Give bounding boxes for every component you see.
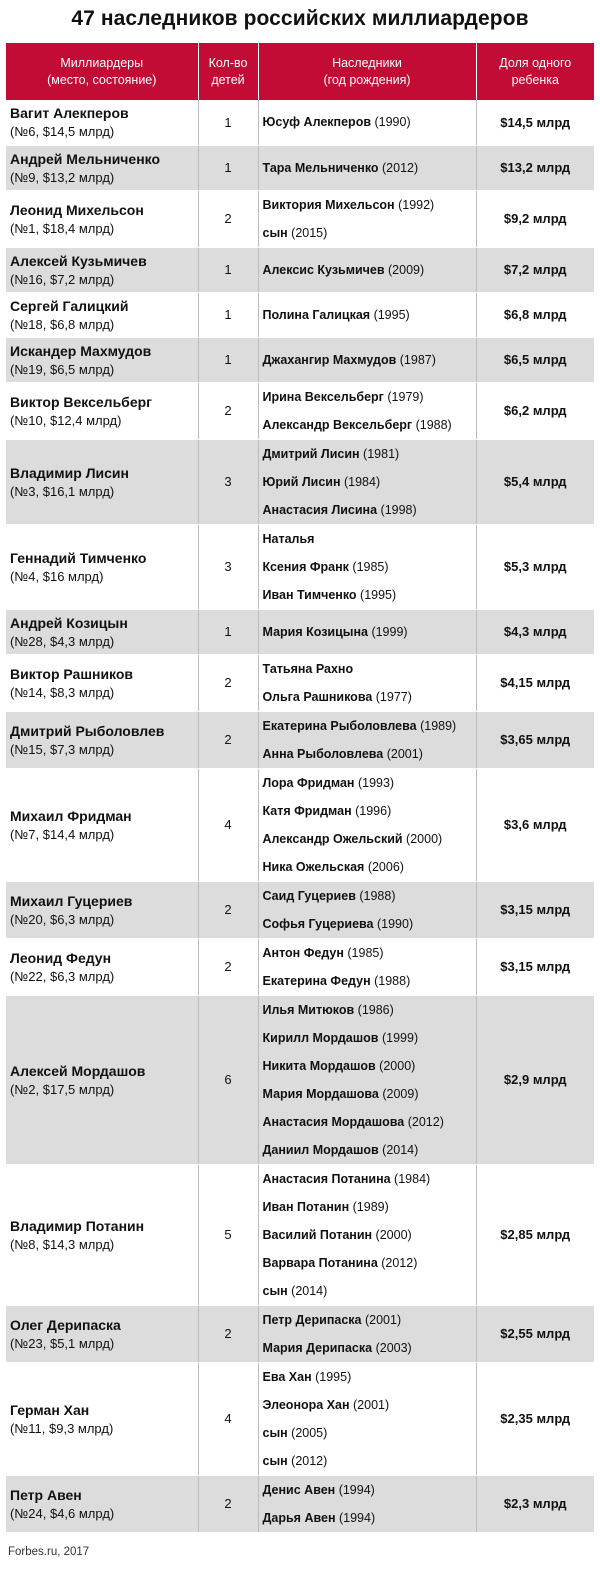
heir-entry [263,411,476,439]
billionaire-name: Виктор Рашников [10,665,134,682]
heir-birth-year: (2001) [349,1397,390,1412]
header-share-label: Доля одного ребенка [499,55,572,87]
children-count: 2 [198,1305,258,1362]
heir-birth-year: (1989) [416,718,457,733]
billionaire-rank-wealth: (№28, $4,3 млрд) [10,633,115,649]
heirs-cell [258,1475,476,1532]
billionaire-rank-wealth: (№15, $7,3 млрд) [10,741,115,757]
children-count: 3 [198,524,258,609]
billionaire-name: Виктор Вексельберг [10,393,152,410]
children-count: 2 [198,190,258,247]
billionaire-cell [6,337,198,382]
children-count: 1 [198,292,258,337]
heir-name: Ника Ожельская [262,859,365,874]
heir-birth-year: (2012) [287,1453,328,1468]
billionaire-name: Михаил Фридман [10,807,132,824]
heirs-cell [258,654,476,711]
heir-name: Дарья Авен [262,1510,336,1525]
table-row [6,1164,594,1305]
children-count: 2 [198,711,258,768]
heir-name: Наталья [262,531,315,546]
child-share: $4,3 млрд [476,609,594,654]
heirs-cell [258,1305,476,1362]
heir-entry [263,797,476,825]
heir-birth-year: (1995) [370,307,410,322]
table-header-row [6,43,594,100]
source-caption: Forbes.ru, 2017 [8,1546,90,1558]
table-row [6,247,594,292]
heir-birth-year: (1990) [371,115,411,130]
billionaire-rank-wealth: (№19, $6,5 млрд) [10,361,115,377]
heir-birth-year: (2014) [287,1283,328,1298]
children-count: 1 [198,100,258,145]
heir-birth-year: (2000) [372,1227,412,1242]
children-count: 1 [198,247,258,292]
heir-name: сын [262,225,288,240]
heir-entry [263,496,476,524]
heir-name: Даниил Мордашов [262,1142,379,1157]
heirs-cell [258,145,476,190]
billionaire-rank-wealth: (№23, $5,1 млрд) [10,1335,115,1351]
billionaire-cell [6,524,198,609]
heir-name: Василий Потанин [262,1227,373,1242]
header-heirs [258,43,476,100]
heir-name: Мария Козицына [262,624,368,639]
billionaire-rank-wealth: (№1, $18,4 млрд) [10,220,115,236]
table-row [6,1305,594,1362]
heir-birth-year: (1994) [335,1510,376,1525]
heir-birth-year: (2000) [375,1058,416,1073]
heir-entry [263,1504,476,1532]
heir-name: Иван Тимченко [262,587,357,602]
heir-entry [263,346,476,374]
billionaire-name: Михаил Гуцериев [10,892,133,909]
heir-birth-year: (1981) [359,446,400,461]
heir-entry [263,191,476,219]
billionaire-cell [6,881,198,938]
billionaire-rank-wealth: (№8, $14,3 млрд) [10,1236,115,1252]
billionaire-cell [6,439,198,524]
heir-entry [263,525,476,553]
heir-birth-year: (1995) [356,587,397,602]
billionaire-name: Вагит Алекперов [10,105,129,122]
heir-entry [263,1024,476,1052]
heir-name: Полина Галицкая [262,307,371,322]
table-row [6,654,594,711]
children-count: 1 [198,337,258,382]
child-share: $3,15 млрд [476,881,594,938]
heir-entry [263,825,476,853]
heir-entry [263,996,476,1024]
child-share: $6,8 млрд [476,292,594,337]
heir-birth-year: (1998) [377,502,417,517]
children-count: 6 [198,995,258,1164]
heirs-cell [258,524,476,609]
child-share: $13,2 млрд [476,145,594,190]
children-count: 1 [198,145,258,190]
heir-name: Саид Гуцериев [262,888,356,903]
heir-entry [263,1363,476,1391]
heir-name: Анастасия Потанина [262,1171,391,1186]
table-row [6,100,594,145]
billionaire-cell [6,190,198,247]
heir-name: Иван Потанин [262,1199,350,1214]
child-share: $3,15 млрд [476,938,594,995]
heir-birth-year: (1985) [343,945,384,960]
heir-name: Петр Дерипаска [262,1312,362,1327]
heir-entry [263,683,476,711]
child-share: $9,2 млрд [476,190,594,247]
billionaire-name: Дмитрий Рыболовлев [10,722,165,739]
heir-entry [263,383,476,411]
heir-entry [263,581,476,609]
heir-birth-year: (1990) [373,916,414,931]
billionaire-cell [6,768,198,881]
heir-entry [263,301,476,329]
heir-birth-year: (1994) [335,1482,375,1497]
billionaire-name: Владимир Лисин [10,464,129,481]
header-heirs-label: Наследники (год рождения) [323,55,411,87]
heir-entry [263,1277,476,1305]
billionaire-cell [6,292,198,337]
table-row [6,337,594,382]
heir-birth-year: (1995) [311,1369,352,1384]
heir-name: Антон Федун [262,945,344,960]
heir-birth-year: (1977) [372,689,412,704]
table-row [6,711,594,768]
child-share: $3,6 млрд [476,768,594,881]
children-count: 2 [198,938,258,995]
heir-birth-year: (1999) [367,624,408,639]
heir-entry [263,1476,476,1504]
billionaire-name: Герман Хан [10,1401,90,1418]
header-children-label: Кол-во детей [208,55,248,87]
heir-entry [263,712,476,740]
billionaire-rank-wealth: (№16, $7,2 млрд) [10,271,115,287]
heirs-cell [258,100,476,145]
heir-entry [263,1334,476,1362]
billionaire-cell [6,100,198,145]
page-title: 47 наследников российских миллиардеров [71,7,529,30]
heir-birth-year: (2003) [372,1340,412,1355]
heir-birth-year: (1988) [412,417,452,432]
heir-entry [263,740,476,768]
heir-entry [263,1249,476,1277]
billionaire-cell [6,247,198,292]
heir-name: Юсуф Алекперов [262,115,372,130]
billionaire-rank-wealth: (№20, $6,3 млрд) [10,911,115,927]
header-billionaires-label: Миллиардеры (место, состояние) [47,55,157,87]
heir-birth-year: (2015) [287,225,328,240]
children-count: 2 [198,382,258,439]
billionaire-rank-wealth: (№14, $8,3 млрд) [10,684,115,700]
header-share [476,43,594,100]
heir-name: Дмитрий Лисин [262,446,360,461]
heir-birth-year: (1999) [378,1030,419,1045]
table-row [6,292,594,337]
heir-name: Кирилл Мордашов [262,1030,379,1045]
child-share: $5,3 млрд [476,524,594,609]
heir-name: Ева Хан [262,1369,312,1384]
child-share: $2,85 млрд [476,1164,594,1305]
table-row [6,768,594,881]
table-row [6,995,594,1164]
heir-birth-year: (1986) [354,1002,394,1017]
heir-birth-year: (1984) [340,474,381,489]
billionaire-name: Алексей Кузьмичев [10,252,147,269]
billionaire-name: Владимир Потанин [10,1217,145,1234]
child-share: $7,2 млрд [476,247,594,292]
heir-name: Тара Мельниченко [262,160,379,175]
heir-entry [263,108,476,136]
billionaire-cell [6,938,198,995]
heir-birth-year: (2005) [287,1425,328,1440]
billionaire-name: Олег Дерипаска [10,1316,121,1333]
heir-name: Никита Мордашов [262,1058,376,1073]
child-share: $6,2 млрд [476,382,594,439]
header-children [198,43,258,100]
heirs-cell [258,439,476,524]
billionaire-rank-wealth: (№3, $16,1 млрд) [10,483,115,499]
children-count: 4 [198,1362,258,1475]
child-share: $14,5 млрд [476,100,594,145]
table-row [6,439,594,524]
heirs-cell [258,292,476,337]
billionaire-name: Леонид Михельсон [10,201,144,218]
heir-name: Александр Ожельский [262,831,403,846]
heir-entry [263,1108,476,1136]
heir-name: Катя Фридман [262,803,352,818]
heir-name: Лора Фридман [262,775,355,790]
heirs-cell [258,995,476,1164]
heir-entry [263,655,476,683]
table-row [6,938,594,995]
heir-name: сын [262,1453,288,1468]
children-count: 3 [198,439,258,524]
children-count: 5 [198,1164,258,1305]
heir-birth-year: (1992) [394,197,435,212]
heir-name: Татьяна Рахно [262,661,354,676]
children-count: 4 [198,768,258,881]
billionaire-name: Андрей Козицын [10,614,128,631]
heir-entry [263,939,476,967]
heir-entry [263,1391,476,1419]
heir-entry [263,967,476,995]
billionaire-cell [6,711,198,768]
heir-birth-year: (1989) [349,1199,389,1214]
heir-entry [263,882,476,910]
heirs-cell [258,881,476,938]
children-count: 2 [198,654,258,711]
billionaire-rank-wealth: (№24, $4,6 млрд) [10,1505,115,1521]
billionaire-name: Андрей Мельниченко [10,150,161,167]
billionaire-cell [6,654,198,711]
heirs-cell [258,1362,476,1475]
heir-name: Екатерина Федун [262,973,371,988]
heir-entry [263,1193,476,1221]
billionaire-rank-wealth: (№6, $14,5 млрд) [10,124,115,140]
billionaire-rank-wealth: (№9, $13,2 млрд) [10,169,115,185]
heir-name: Анна Рыболовлева [262,746,384,761]
heir-name: Денис Авен [262,1482,336,1497]
heir-birth-year: (2000) [402,831,443,846]
heir-entry [263,1419,476,1447]
child-share: $2,9 млрд [476,995,594,1164]
heir-entry [263,1447,476,1475]
heir-birth-year: (1984) [390,1171,431,1186]
heir-name: Мария Мордашова [262,1086,379,1101]
heir-name: Александр Вексельберг [262,417,413,432]
child-share: $2,35 млрд [476,1362,594,1475]
billionaire-rank-wealth: (№11, $9,3 млрд) [10,1420,114,1436]
children-count: 2 [198,881,258,938]
heir-birth-year: (2006) [364,859,404,874]
billionaire-cell [6,1164,198,1305]
heir-entry [263,219,476,247]
table-row [6,1475,594,1532]
billionaire-cell [6,145,198,190]
billionaire-cell [6,382,198,439]
heirs-cell [258,190,476,247]
table-row [6,1362,594,1475]
billionaire-rank-wealth: (№7, $14,4 млрд) [10,826,115,842]
heir-entry [263,910,476,938]
heir-birth-year: (1988) [370,973,411,988]
billionaire-name: Сергей Галицкий [10,297,129,314]
heirs-cell [258,711,476,768]
table-row [6,881,594,938]
table-row [6,382,594,439]
heir-name: сын [262,1425,288,1440]
heir-name: сын [262,1283,288,1298]
billionaire-rank-wealth: (№4, $16 млрд) [10,568,104,584]
heir-entry [263,1136,476,1164]
billionaire-rank-wealth: (№10, $12,4 млрд) [10,412,122,428]
table-body [6,100,594,1532]
heir-entry [263,618,476,646]
heir-name: Анастасия Лисина [262,502,378,517]
billionaire-rank-wealth: (№2, $17,5 млрд) [10,1081,115,1097]
heir-entry [263,256,476,284]
billionaire-rank-wealth: (№18, $6,8 млрд) [10,316,115,332]
billionaire-name: Алексей Мордашов [10,1062,146,1079]
heir-name: Элеонора Хан [262,1397,350,1412]
table-row [6,524,594,609]
heir-birth-year: (2001) [361,1312,402,1327]
heirs-cell [258,609,476,654]
heir-name: Виктория Михельсон [262,197,395,212]
child-share: $2,3 млрд [476,1475,594,1532]
billionaire-name: Леонид Федун [10,949,112,966]
child-share: $6,5 млрд [476,337,594,382]
heir-entry [263,1306,476,1334]
heir-name: Ксения Франк [262,559,349,574]
billionaire-cell [6,609,198,654]
heir-name: Алексис Кузьмичев [262,262,385,277]
child-share: $3,65 млрд [476,711,594,768]
heir-entry [263,440,476,468]
heirs-cell [258,382,476,439]
heirs-table [6,43,594,1533]
heir-entry [263,1221,476,1249]
billionaire-rank-wealth: (№22, $6,3 млрд) [10,968,115,984]
child-share: $4,15 млрд [476,654,594,711]
heir-entry [263,1080,476,1108]
heir-name: Софья Гуцериева [262,916,374,931]
heir-name: Ирина Вексельберг [262,389,384,404]
children-count: 2 [198,1475,258,1532]
children-count: 1 [198,609,258,654]
billionaire-cell [6,1362,198,1475]
billionaire-name: Петр Авен [10,1486,82,1503]
billionaire-cell [6,995,198,1164]
table-row [6,190,594,247]
heir-birth-year: (2014) [378,1142,419,1157]
heir-name: Варвара Потанина [262,1255,378,1270]
heirs-cell [258,337,476,382]
heir-birth-year: (1985) [348,559,389,574]
heir-birth-year: (2012) [404,1114,444,1129]
heir-birth-year: (1996) [351,803,392,818]
heir-birth-year: (1987) [396,352,436,367]
heir-birth-year: (2009) [378,1086,419,1101]
billionaire-cell [6,1305,198,1362]
child-share: $5,4 млрд [476,439,594,524]
heir-name: Екатерина Рыболовлева [262,718,417,733]
heir-entry [263,1052,476,1080]
heir-name: Мария Дерипаска [262,1340,373,1355]
heir-name: Ольга Рашникова [262,689,373,704]
heir-entry [263,553,476,581]
heir-birth-year: (2001) [383,746,423,761]
heir-entry [263,853,476,881]
heir-birth-year: (1979) [383,389,424,404]
billionaire-cell [6,1475,198,1532]
heirs-cell [258,247,476,292]
heir-entry [263,154,476,182]
heir-entry [263,468,476,496]
heirs-cell [258,1164,476,1305]
heirs-cell [258,768,476,881]
heir-entry [263,1165,476,1193]
heir-name: Илья Митюков [262,1002,355,1017]
table-row [6,609,594,654]
child-share: $2,55 млрд [476,1305,594,1362]
table-row [6,145,594,190]
heir-birth-year: (1993) [354,775,395,790]
header-billionaires [6,43,198,100]
heir-birth-year: (1988) [355,888,396,903]
heir-birth-year: (2012) [378,160,419,175]
heir-birth-year: (2012) [377,1255,418,1270]
billionaire-name: Геннадий Тимченко [10,549,147,566]
heir-entry [263,769,476,797]
heir-name: Джахангир Махмудов [262,352,397,367]
heir-name: Анастасия Мордашова [262,1114,405,1129]
heir-birth-year: (2009) [384,262,425,277]
billionaire-name: Искандер Махмудов [10,342,152,359]
heirs-cell [258,938,476,995]
heir-name: Юрий Лисин [262,474,341,489]
